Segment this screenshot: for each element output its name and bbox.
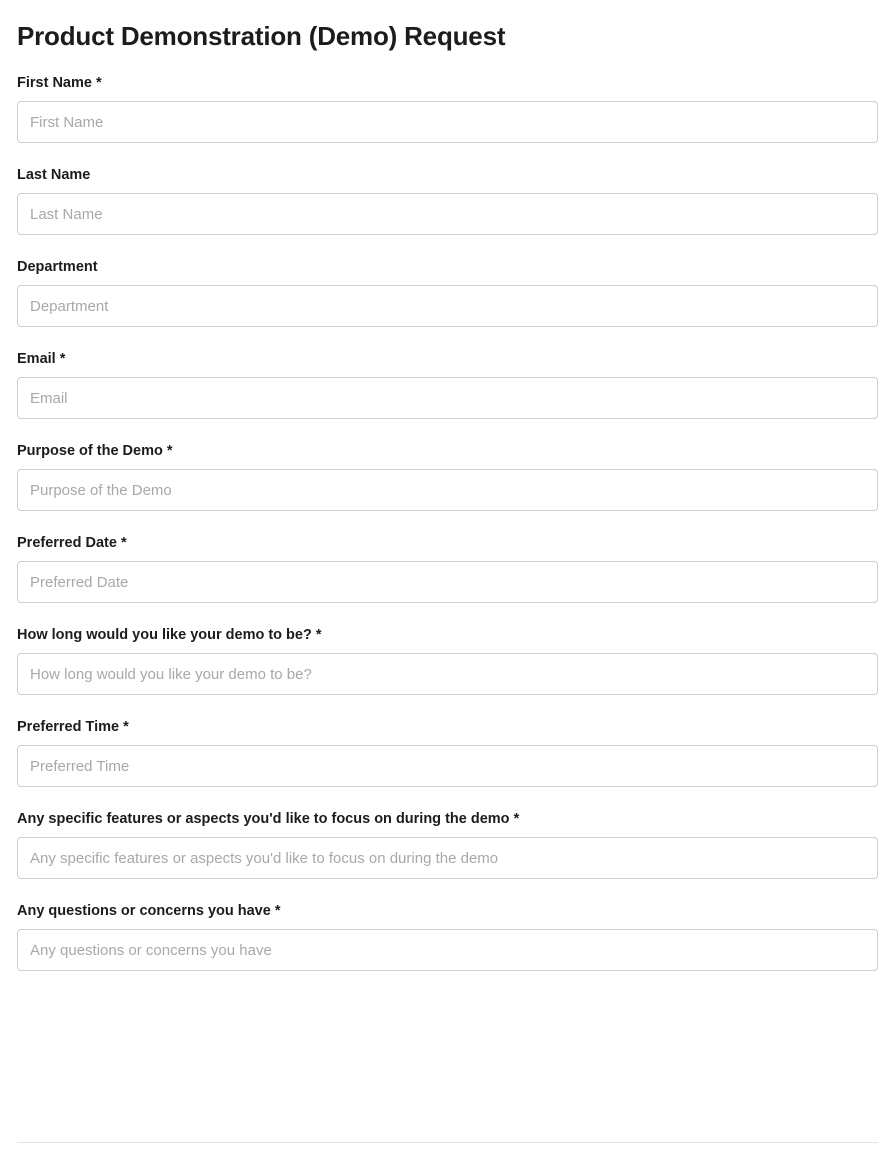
demo-length-input[interactable] xyxy=(17,653,878,695)
purpose-of-the-demo-input[interactable] xyxy=(17,469,878,511)
label-purpose-of-the-demo: Purpose of the Demo * xyxy=(17,443,173,459)
field-email xyxy=(17,327,878,419)
first-name-input[interactable] xyxy=(17,101,878,143)
department-input[interactable] xyxy=(17,285,878,327)
label-focus-features: Any specific features or aspects you'd like to focus on during the demo * xyxy=(17,811,520,827)
required-marker: * xyxy=(59,351,66,367)
label-last-name: Last Name xyxy=(17,167,91,183)
field-preferred-date xyxy=(17,511,878,603)
required-marker: * xyxy=(123,719,129,735)
form-divider xyxy=(17,1142,878,1143)
required-marker: * xyxy=(120,535,127,551)
label-demo-length: How long would you like your demo to be? * xyxy=(17,627,322,643)
label-email: Email * xyxy=(17,351,66,367)
focus-features-input[interactable] xyxy=(17,837,878,879)
required-marker: * xyxy=(166,443,173,459)
last-name-input[interactable] xyxy=(17,193,878,235)
preferred-time-input[interactable] xyxy=(17,745,878,787)
field-preferred-time xyxy=(17,695,878,787)
label-preferred-date: Preferred Date * xyxy=(17,535,127,551)
required-marker: * xyxy=(274,903,281,919)
field-focus-features xyxy=(17,787,878,879)
label-preferred-time: Preferred Time * xyxy=(17,719,129,735)
questions-concerns-input[interactable] xyxy=(17,929,878,971)
label-department: Department xyxy=(17,259,98,275)
required-marker: * xyxy=(315,627,322,643)
field-questions-concerns xyxy=(17,879,878,971)
field-first-name xyxy=(17,51,878,143)
field-purpose-of-the-demo xyxy=(17,419,878,511)
page-title: Product Demonstration (Demo) Request xyxy=(17,21,506,51)
field-demo-length xyxy=(17,603,878,695)
required-marker: * xyxy=(513,811,520,827)
preferred-date-input[interactable] xyxy=(17,561,878,603)
field-department xyxy=(17,235,878,327)
required-marker: * xyxy=(95,75,102,91)
label-questions-concerns: Any questions or concerns you have * xyxy=(17,903,281,919)
email-input[interactable] xyxy=(17,377,878,419)
label-first-name: First Name * xyxy=(17,75,102,91)
field-last-name xyxy=(17,143,878,235)
